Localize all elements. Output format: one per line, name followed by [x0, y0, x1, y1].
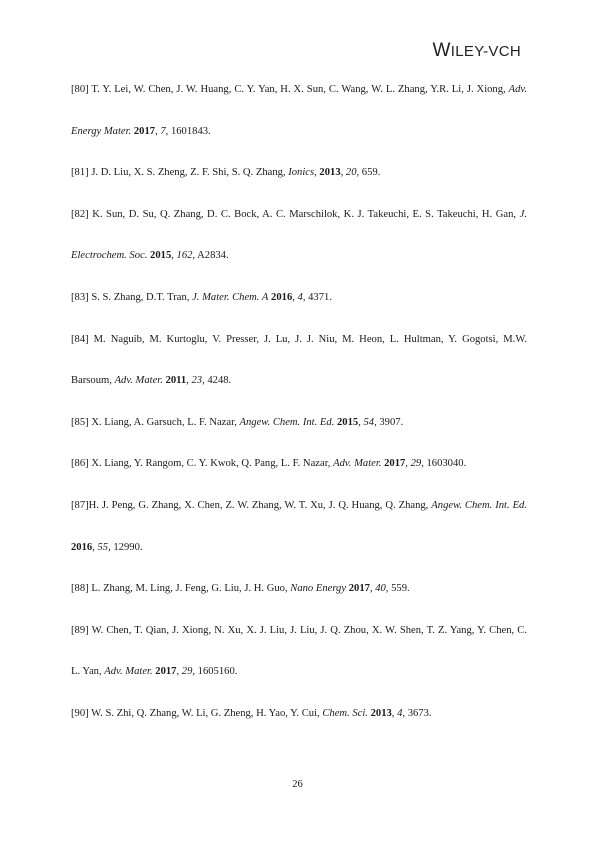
ref-journal: Angew. Chem. Int. Ed.: [239, 416, 335, 428]
ref-authors: M. Naguib, M. Kurtoglu, V. Presser, J. Lu, J. J. Niu, M. Heon, L. Hultman, Y. Gogotsi, M.W. Barsoum,: [71, 333, 527, 387]
ref-volume: 23: [191, 375, 203, 387]
ref-year: 2016: [71, 541, 93, 553]
ref-year: 2015: [150, 250, 172, 262]
ref-label: [80]: [71, 84, 89, 95]
ref-journal: Nano Energy: [290, 583, 347, 595]
ref-label: [82]: [71, 208, 89, 220]
reference-89: [89] W. Chen, T. Qian, J. Xiong, N. Xu, X. J. Liu, J. Liu, J. Q. Zhou, X. W. Shen, T. Z. Yang, Y. Chen, C. L. Yan, Adv. Mater. 2017, 29, 1605160.: [71, 624, 527, 678]
reference-86: [86] X. Liang, Y. Rangom, C. Y. Kwok, Q. Pang, L. F. Nazar, Adv. Mater. 2017, 29, 1603040.: [71, 458, 467, 470]
ref-year: 2013: [370, 707, 392, 719]
ref-authors: K. Sun, D. Su, Q. Zhang, D. C. Bock, A. C. Marschilok, K. J. Takeuchi, E. S. Takeuchi, H. Gan,: [92, 208, 517, 220]
ref-label: [83]: [71, 291, 89, 303]
ref-authors: J. D. Liu, X. S. Zheng, Z. F. Shi, S. Q. Zhang,: [91, 167, 286, 179]
publisher-header: [433, 40, 521, 62]
reference-85: [85] X. Liang, A. Garsuch, L. F. Nazar, Angew. Chem. Int. Ed. 2015, 54, 3907.: [71, 416, 404, 428]
ref-volume: 40: [375, 583, 386, 595]
ref-year: 2013: [319, 167, 341, 179]
page-number: 26: [292, 779, 303, 790]
ref-journal: Adv. Mater.: [104, 666, 153, 678]
ref-journal: Adv. Mater.: [333, 458, 382, 470]
publisher-initial: W: [432, 40, 451, 61]
ref-pages: 1605160.: [197, 666, 238, 678]
ref-label: [84]: [71, 333, 89, 345]
ref-year: 2015: [337, 416, 359, 428]
ref-authors: L. Zhang, M. Ling, J. Feng, G. Liu, J. H. Guo,: [91, 583, 288, 595]
reference-81: [81] J. D. Liu, X. S. Zheng, Z. F. Shi, S. Q. Zhang, Ionics, 2013, 20, 659.: [71, 167, 381, 179]
ref-journal: Adv. Energy Mater.: [71, 84, 527, 137]
ref-label: [89]: [71, 624, 89, 636]
ref-pages: A2834.: [197, 250, 229, 262]
ref-label: [87]: [71, 499, 89, 511]
ref-year: 2017: [348, 583, 370, 595]
ref-volume: 4: [297, 291, 303, 303]
ref-journal: J. Mater. Chem. A: [192, 291, 269, 303]
ref-authors: W. Chen, T. Qian, J. Xiong, N. Xu, X. J. Liu, J. Liu, J. Q. Zhou, X. W. Shen, T. Z. Yang, Y. Chen, C. L. Yan,: [71, 624, 527, 678]
ref-authors: H. J. Peng, G. Zhang, X. Chen, Z. W. Zhang, W. T. Xu, J. Q. Huang, Q. Zhang,: [88, 499, 429, 511]
ref-authors: X. Liang, A. Garsuch, L. F. Nazar,: [91, 416, 237, 428]
ref-journal: Ionics: [288, 167, 315, 179]
ref-volume: 4: [397, 707, 403, 719]
publisher-suffix: -VCH: [483, 43, 521, 60]
reference-82: [82] K. Sun, D. Su, Q. Zhang, D. C. Bock, A. C. Marschilok, K. J. Takeuchi, E. S. Takeuchi, H. Gan, J. Electrochem. Soc. 2015, 162, A2834.: [71, 208, 527, 262]
ref-authors: X. Liang, Y. Rangom, C. Y. Kwok, Q. Pang, L. F. Nazar,: [91, 458, 331, 470]
ref-pages: 1603040.: [426, 458, 467, 470]
ref-year: 2017: [133, 125, 156, 137]
ref-authors: S. S. Zhang, D.T. Tran,: [91, 291, 190, 303]
ref-pages: 659.: [361, 167, 381, 179]
ref-label: [81]: [71, 167, 89, 179]
ref-pages: 3907.: [379, 416, 404, 428]
ref-pages: 559.: [391, 583, 410, 595]
ref-volume: 54: [363, 416, 375, 428]
ref-journal: Adv. Mater.: [114, 375, 163, 387]
ref-volume: 29: [410, 458, 422, 470]
ref-label: [88]: [71, 583, 89, 595]
publisher-name: ILEY: [450, 43, 484, 60]
ref-year: 2017: [384, 458, 406, 470]
ref-authors: T. Y. Lei, W. Chen, J. W. Huang, C. Y. Yan, H. X. Sun, C. Wang, W. L. Zhang, Y.R. Li, J. Xiong,: [91, 84, 506, 95]
ref-volume: 55: [97, 541, 109, 553]
ref-journal: Chem. Sci.: [322, 707, 368, 719]
ref-authors: W. S. Zhi, Q. Zhang, W. Li, G. Zheng, H. Yao, Y. Cui,: [91, 707, 320, 719]
reference-83: [83] S. S. Zhang, D.T. Tran, J. Mater. Chem. A 2016, 4, 4371.: [71, 291, 332, 303]
reference-list: [71, 69, 527, 735]
ref-year: 2011: [165, 375, 187, 387]
ref-year: 2016: [271, 291, 293, 303]
ref-year: 2017: [155, 666, 177, 678]
ref-journal: J. Electrochem. Soc.: [71, 208, 527, 262]
ref-pages: 12990.: [113, 541, 143, 553]
reference-87: [87]H. J. Peng, G. Zhang, X. Chen, Z. W. Zhang, W. T. Xu, J. Q. Huang, Q. Zhang, Angew. Chem. Int. Ed. 2016, 55, 12990.: [71, 499, 528, 553]
reference-80: [80] T. Y. Lei, W. Chen, J. W. Huang, C. Y. Yan, H. X. Sun, C. Wang, W. L. Zhang, Y.R. Li, J. Xiong, Adv. Energy Mater. 2017, 7, 1601843.: [71, 84, 527, 137]
ref-pages: 3673.: [407, 707, 432, 719]
ref-volume: 7: [160, 125, 166, 137]
ref-pages: 1601843.: [170, 125, 211, 137]
ref-pages: 4248.: [207, 375, 232, 387]
ref-label: [90]: [71, 707, 89, 719]
ref-label: [86]: [71, 458, 89, 470]
reference-90: [90] W. S. Zhi, Q. Zhang, W. Li, G. Zheng, H. Yao, Y. Cui, Chem. Sci. 2013, 4, 3673.: [71, 707, 432, 719]
ref-volume: 20: [345, 167, 357, 179]
ref-volume: 29: [181, 666, 193, 678]
reference-88: [88] L. Zhang, M. Ling, J. Feng, G. Liu, J. H. Guo, Nano Energy 2017, 40, 559.: [71, 583, 410, 595]
reference-84: [84] M. Naguib, M. Kurtoglu, V. Presser, J. Lu, J. J. Niu, M. Heon, L. Hultman, Y. Gogotsi, M.W. Barsoum, Adv. Mater. 2011, 23, 4248.: [71, 333, 527, 387]
ref-volume: 162: [176, 250, 193, 262]
ref-pages: 4371.: [308, 291, 332, 303]
ref-journal: Angew. Chem. Int. Ed.: [431, 499, 528, 511]
ref-label: [85]: [71, 416, 89, 428]
